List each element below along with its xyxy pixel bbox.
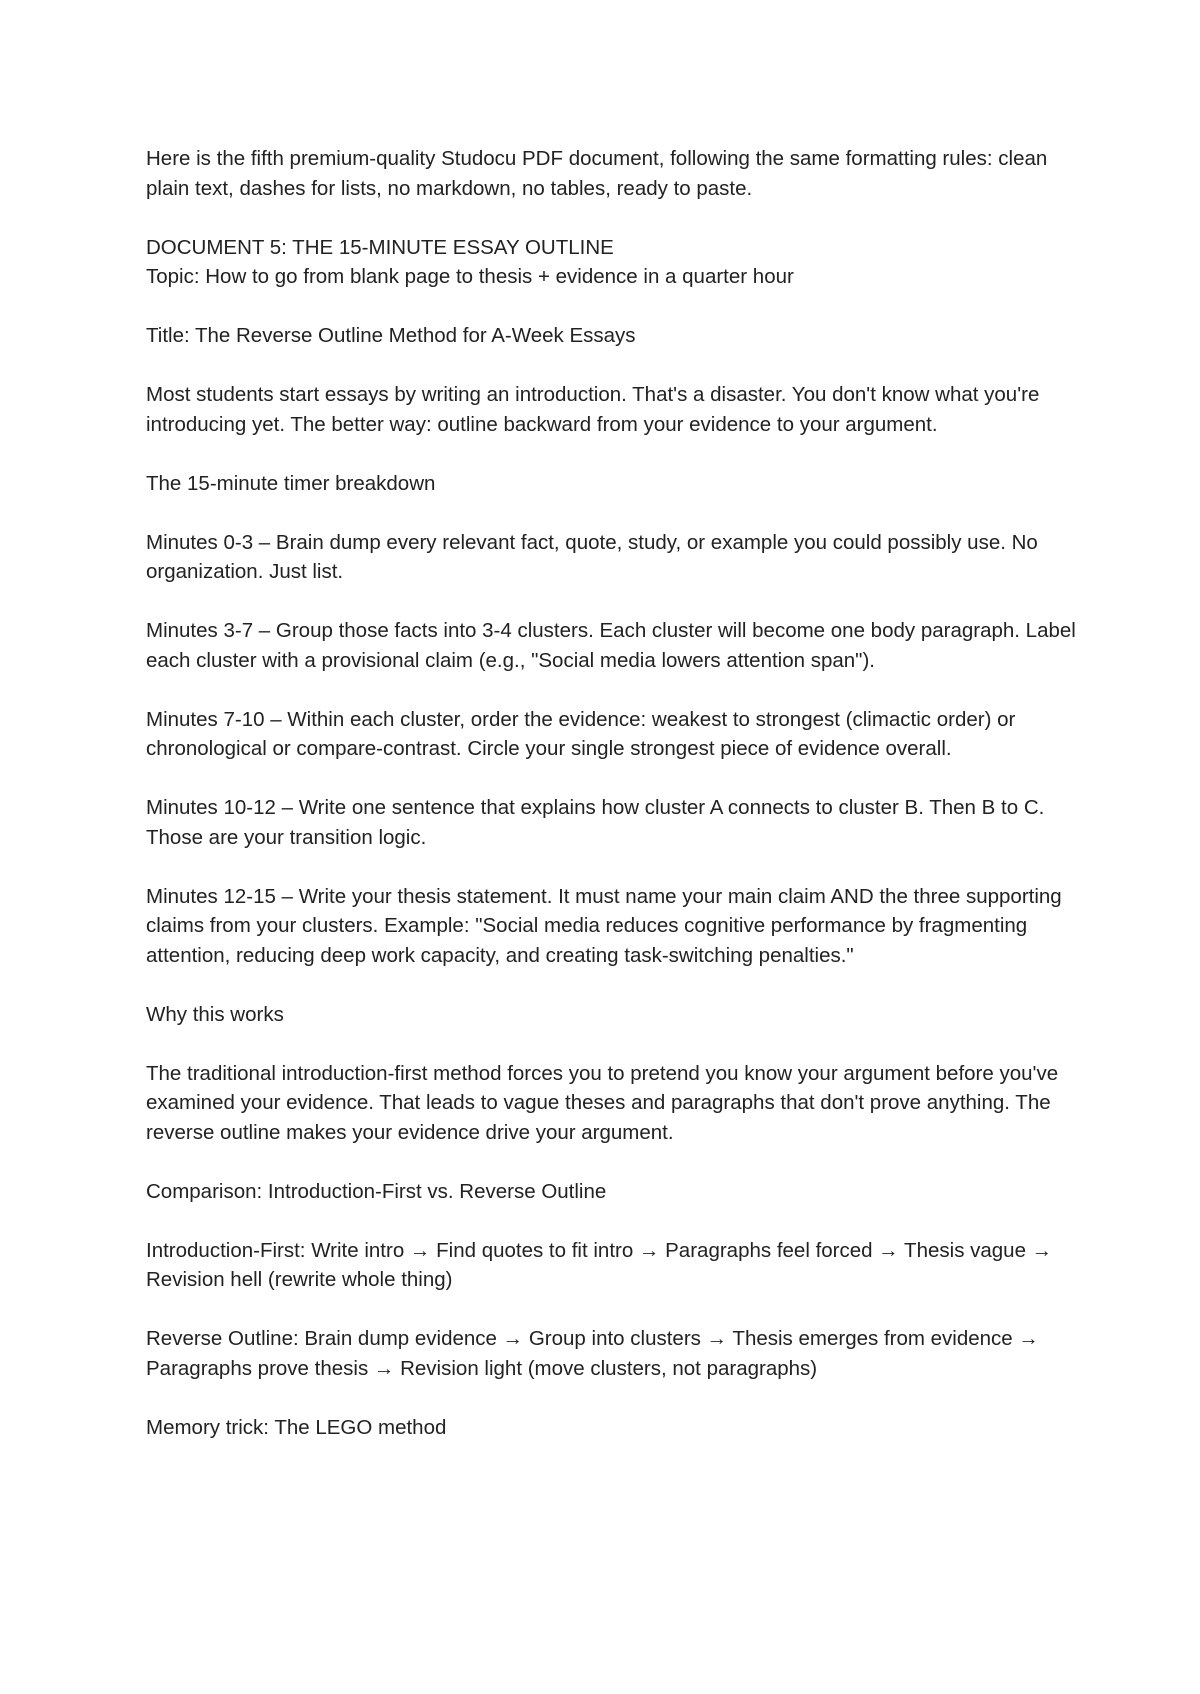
section-heading-why: Why this works (146, 1002, 284, 1026)
comparison-reverse-outline: Reverse Outline: Brain dump evidence → Group into clusters → Thesis emerges from evidence → Paragraphs prove thesis → Revision light (move clusters, not paragraphs) (146, 1327, 1039, 1380)
step-minutes-10-12: Minutes 10-12 – Write one sentence that explains how cluster A connects to cluster B. Then B to C. Those are your transition logic. (146, 796, 1045, 849)
intro-paragraph: Here is the fifth premium-quality Studocu PDF document, following the same formatting rules: clean plain text, dashes for lists, no markdown, no tables, ready to paste. (146, 147, 1048, 200)
spacer (146, 1295, 1076, 1325)
step-minutes-7-10: Minutes 7-10 – Within each cluster, order the evidence: weakest to strongest (climactic order) or chronological or compare-contrast. Circle your single strongest piece of evidence overall. (146, 707, 1016, 760)
opening-paragraph: Most students start essays by writing an introduction. That's a disaster. You don't know what you're introducing yet. The better way: outline backward from your evidence to your argument. (146, 383, 1040, 436)
spacer (146, 498, 1076, 528)
spacer (146, 439, 1076, 469)
spacer (146, 1383, 1076, 1413)
document-body (146, 144, 1076, 1442)
spacer (146, 764, 1076, 794)
spacer (146, 1147, 1076, 1177)
section-heading-comparison: Comparison: Introduction-First vs. Reverse Outline (146, 1179, 607, 1203)
spacer (146, 351, 1076, 381)
step-minutes-12-15: Minutes 12-15 – Write your thesis statement. It must name your main claim AND the three supporting claims from your clusters. Example: "Social media reduces cognitive performance by fragmenting attention, reducing deep work capacity, and creating task-switching penalties." (146, 884, 1062, 967)
spacer (146, 970, 1076, 1000)
comparison-introduction-first: Introduction-First: Write intro → Find quotes to fit intro → Paragraphs feel forced → Thesis vague → Revision hell (rewrite whole thing) (146, 1238, 1053, 1291)
section-heading-memory: Memory trick: The LEGO method (146, 1415, 447, 1439)
spacer (146, 1029, 1076, 1059)
spacer (146, 292, 1076, 322)
spacer (146, 203, 1076, 233)
spacer (146, 587, 1076, 617)
why-paragraph: The traditional introduction-first method forces you to pretend you know your argument before you've examined your evidence. That leads to vague theses and paragraphs that don't prove anything. The reverse outline makes your evidence drive your argument. (146, 1061, 1059, 1144)
spacer (146, 852, 1076, 882)
step-minutes-0-3: Minutes 0-3 – Brain dump every relevant fact, quote, study, or example you could possibly use. No organization. Just list. (146, 530, 1038, 583)
spacer (146, 675, 1076, 705)
topic-line: Topic: How to go from blank page to thesis + evidence in a quarter hour (146, 265, 794, 288)
step-minutes-3-7: Minutes 3-7 – Group those facts into 3-4 clusters. Each cluster will become one body paragraph. Label each cluster with a provisional claim (e.g., "Social media lowers attention span"). (146, 619, 1076, 672)
spacer (146, 1206, 1076, 1236)
title-line: Title: The Reverse Outline Method for A-Week Essays (146, 324, 636, 347)
section-heading-timer: The 15-minute timer breakdown (146, 471, 436, 495)
document-heading: DOCUMENT 5: THE 15-MINUTE ESSAY OUTLINE (146, 235, 614, 259)
